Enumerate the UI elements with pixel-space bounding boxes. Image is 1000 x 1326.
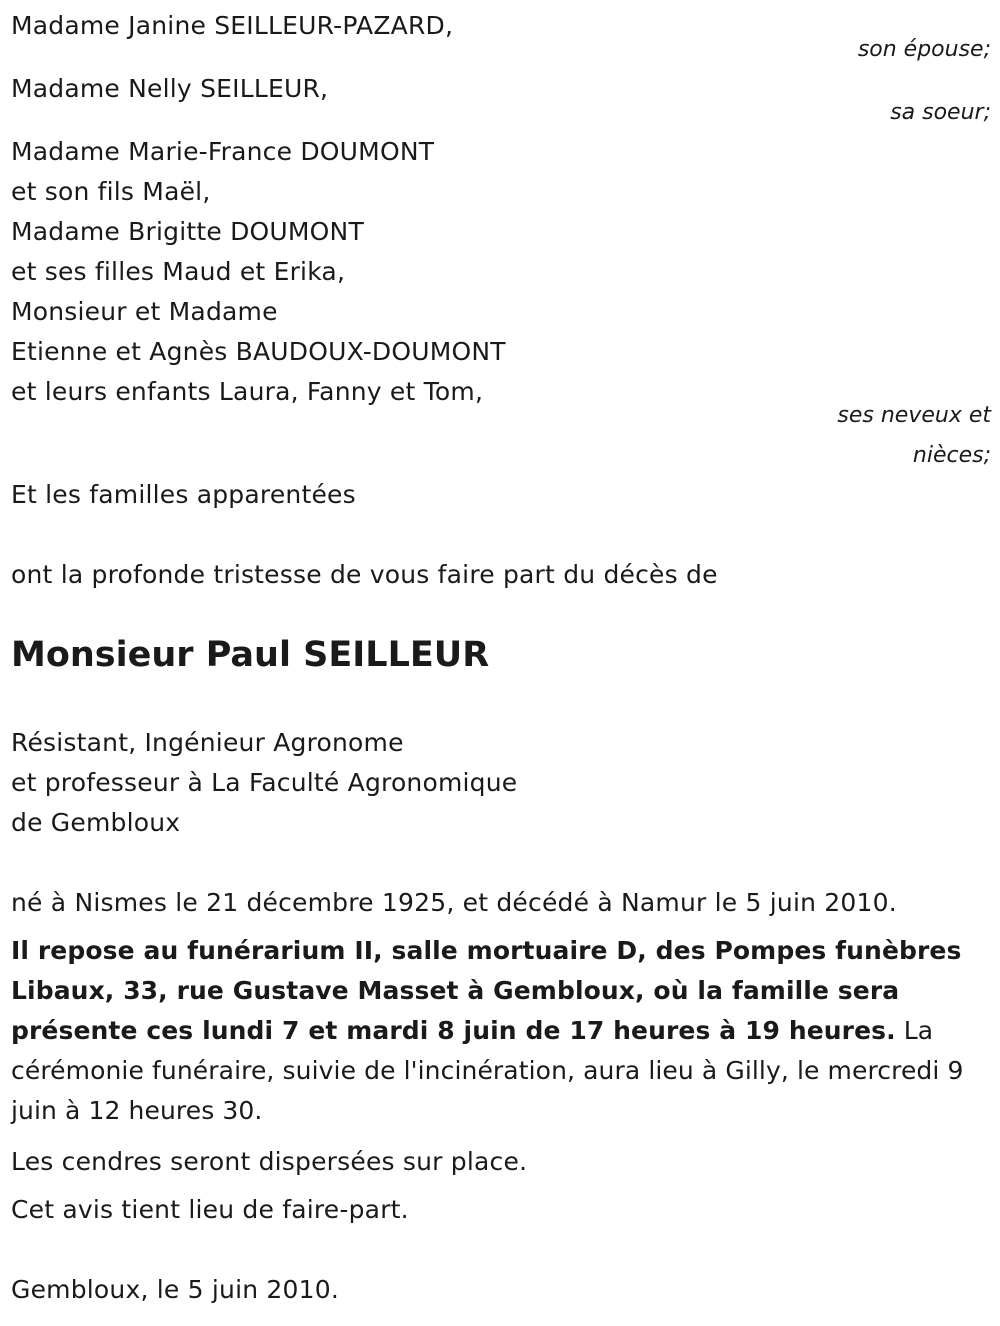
funeral-bold-text: Il repose au funérarium II, salle mortuaire D, des Pompes funèbres Libaux, 33, rue Gustave Masset à Gembloux, où la famille sera présente ces lundi 7 et mardi 8 juin de 17 heures à 19 heures. bbox=[11, 936, 962, 1045]
birth-death-line: né à Nismes le 21 décembre 1925, et décédé à Namur le 5 juin 2010. bbox=[11, 888, 897, 917]
funeral-normal-text: La cérémonie funéraire, suivie de l'incinération, aura lieu à Gilly, le mercredi 9 juin à 12 heures 30. bbox=[11, 1016, 964, 1125]
nephew-line: et leurs enfants Laura, Fanny et Tom, bbox=[11, 377, 484, 406]
wife-role: son épouse; bbox=[857, 37, 991, 62]
deceased-name: Monsieur Paul SEILLEUR bbox=[11, 635, 490, 675]
nephew-line: Madame Brigitte DOUMONT bbox=[11, 217, 364, 246]
nephew-line: Etienne et Agnès BAUDOUX-DOUMONT bbox=[11, 337, 506, 366]
sister-name: Madame Nelly SEILLEUR, bbox=[11, 74, 329, 103]
related-families: Et les familles apparentées bbox=[11, 480, 356, 509]
wife-name: Madame Janine SEILLEUR-PAZARD, bbox=[11, 11, 454, 40]
nephews-role-line2: nièces; bbox=[912, 443, 991, 468]
nephew-line: et son fils Maël, bbox=[11, 177, 211, 206]
notice-line: Cet avis tient lieu de faire-part. bbox=[11, 1195, 409, 1224]
nephews-role-line1: ses neveux et bbox=[837, 403, 991, 428]
announcement-text: ont la profonde tristesse de vous faire part du décès de bbox=[11, 560, 718, 589]
title-line: Résistant, Ingénieur Agronome bbox=[11, 728, 404, 757]
title-line: et professeur à La Faculté Agronomique bbox=[11, 768, 518, 797]
nephew-line: Monsieur et Madame bbox=[11, 297, 278, 326]
title-line: de Gembloux bbox=[11, 808, 181, 837]
funeral-paragraph bbox=[11, 931, 986, 1131]
ashes-line: Les cendres seront dispersées sur place. bbox=[11, 1147, 528, 1176]
nephew-line: Madame Marie-France DOUMONT bbox=[11, 137, 435, 166]
sister-role: sa soeur; bbox=[890, 100, 991, 125]
obituary-notice bbox=[11, 0, 991, 1326]
nephew-line: et ses filles Maud et Erika, bbox=[11, 257, 346, 286]
place-date-line: Gembloux, le 5 juin 2010. bbox=[11, 1275, 339, 1304]
